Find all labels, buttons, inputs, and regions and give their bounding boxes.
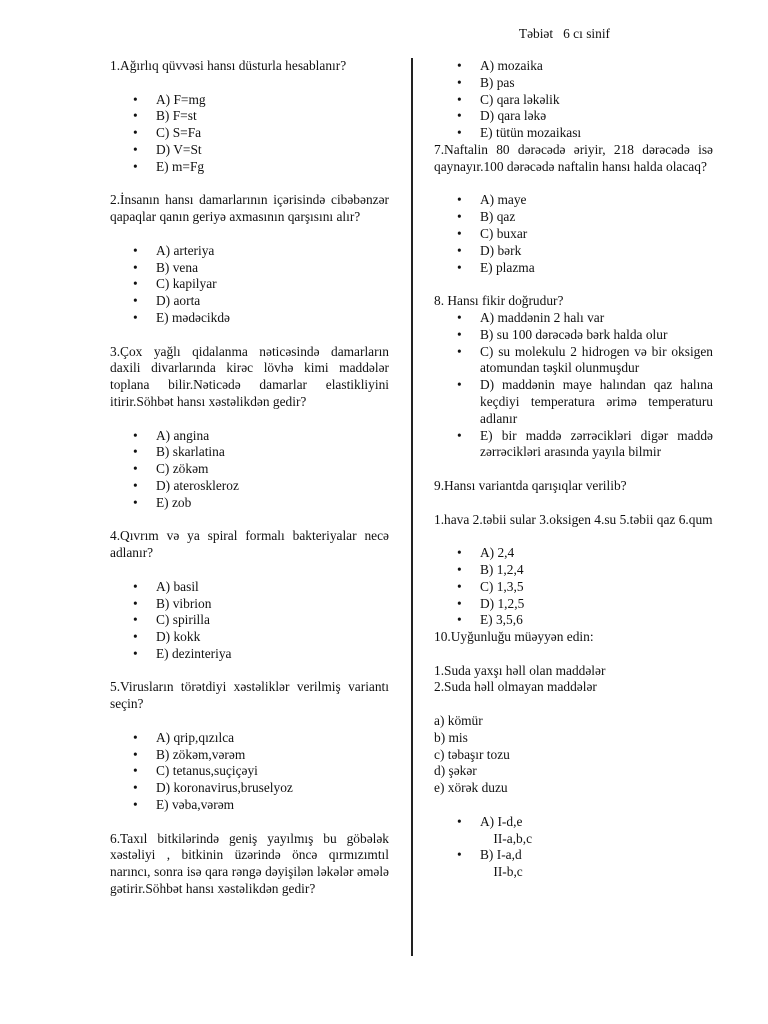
question-4: 4.Qıvrım və ya spiral formalı bakteriyalar necə adlanır? [110, 528, 389, 561]
option: • C) tetanus,suçiçəyi [110, 763, 389, 780]
option: • D) kokk [110, 629, 389, 646]
option: • B) pas [434, 75, 713, 92]
option: • C) su molekulu 2 hidrogen və bir oksigen atomundan təşkil olunmuşdur [434, 344, 713, 378]
option: • B) F=st [110, 108, 389, 125]
question-9: 9.Hansı variantda qarışıqlar verilib? [434, 477, 627, 493]
option: • D) aorta [110, 293, 389, 310]
question-3: 3.Çox yağlı qidalanma nəticəsində damarların daxili divarlarında kirəc lövhə kimi maddələr toplana bilir.Nəticədə damarlar elastikliyini itirir.Söhbət hansı xəstəlikdən gedir? [110, 343, 389, 409]
option: • E) m=Fg [110, 159, 389, 176]
substance: b) mis [434, 729, 468, 745]
option: • E) vəba,vərəm [110, 797, 389, 814]
option: • B) qaz [434, 209, 713, 226]
option: • D) maddənin maye halından qaz halına keçdiyi temperatura ərimə temperaturu adlanır [434, 377, 713, 427]
option-line: II-b,c [480, 864, 523, 880]
options-q1 [110, 92, 389, 176]
option: • D) V=St [110, 142, 389, 159]
option: • D) koronavirus,bruselyoz [110, 780, 389, 797]
option: • E) plazma [434, 260, 713, 277]
substance: c) təbaşır tozu [434, 746, 510, 762]
option: • B) vibrion [110, 596, 389, 613]
question-2: 2.İnsanın hansı damarlarının içərisində cibəbənzər qapaqlar qanın geriyə axmasının qarşısını alır? [110, 192, 389, 225]
option: • B) vena [110, 260, 389, 277]
question-7: 7.Naftalin 80 dərəcədə əriyir, 218 dərəcədə isə qaynayır.100 dərəcədə naftalin hansı halda olacaq? [434, 141, 713, 174]
question-8: 8. Hansı fikir doğrudur? [434, 293, 564, 309]
substance: d) şəkər [434, 763, 477, 779]
question-5: 5.Virusların törətdiyi xəstəliklər verilmiş variantı seçin? [110, 679, 389, 712]
option: • C) S=Fa [110, 125, 389, 142]
option: • A) qrip,qızılca [110, 730, 389, 747]
options-q5 [110, 730, 389, 814]
option: • C) qara ləkəlik [434, 92, 713, 109]
option: • D) bərk [434, 243, 713, 260]
right-column [434, 58, 713, 881]
page-title: Təbiət 6 cı sinif [518, 26, 610, 41]
option: • A) 2,4 [434, 545, 713, 562]
option: • B) su 100 dərəcədə bərk halda olur [434, 327, 713, 344]
options-q8 [434, 310, 713, 461]
option-line: • A) I-d,e [480, 813, 523, 829]
option: • E) 3,5,6 [434, 612, 713, 629]
option: • A) basil [110, 579, 389, 596]
option: • E) dezinteriya [110, 646, 389, 663]
option: • C) spirilla [110, 612, 389, 629]
options-q4 [110, 579, 389, 663]
option: • C) zökəm [110, 461, 389, 478]
option [434, 814, 713, 848]
question-6: 6.Taxıl bitkilərində geniş yayılmış bu göbələk xəstəliyi , bitkinin üzərində öncə qırmızımtıl narıncı, sonra isə qara rəngə dəyişilən ləkələr əmələ gətirir.Söhbət hansı xəstəlikdən gedir? [110, 830, 389, 897]
question-10: 10.Uyğunluğu müəyyən edin: [434, 629, 594, 645]
option: • B) skarlatina [110, 444, 389, 461]
options-q6 [434, 58, 713, 142]
options-q10 [434, 814, 713, 881]
option: • E) zob [110, 495, 389, 512]
column-divider [411, 58, 413, 956]
question-9-items: 1.hava 2.təbii sular 3.oksigen 4.su 5.təbii qaz 6.qum [434, 511, 713, 527]
option: • A) maye [434, 192, 713, 209]
option: • C) 1,3,5 [434, 579, 713, 596]
option: • C) buxar [434, 226, 713, 243]
option: • A) arteriya [110, 243, 389, 260]
option: • E) tütün mozaikası [434, 125, 713, 142]
option: • D) 1,2,5 [434, 596, 713, 613]
option: • A) angina [110, 428, 389, 445]
option: • A) maddənin 2 halı var [434, 310, 713, 327]
substance: a) kömür [434, 713, 483, 729]
option-line: • B) I-a,d [480, 847, 522, 863]
option: • B) 1,2,4 [434, 562, 713, 579]
option: • C) kapilyar [110, 276, 389, 293]
option: • D) qara ləkə [434, 108, 713, 125]
options-q3 [110, 428, 389, 512]
option [434, 847, 713, 881]
options-q2 [110, 243, 389, 327]
option: • B) zökəm,vərəm [110, 747, 389, 764]
match-group: 1.Suda yaxşı həll olan maddələr [434, 662, 606, 678]
option: • A) F=mg [110, 92, 389, 109]
question-1: 1.Ağırlıq qüvvəsi hansı düsturla hesablanır? [110, 58, 347, 73]
option: • A) mozaika [434, 58, 713, 75]
substance: e) xörək duzu [434, 780, 508, 796]
option: • E) bir maddə zərrəcikləri digər maddə zərrəcikləri arasında yayıla bilmir [434, 428, 713, 462]
options-q7 [434, 192, 713, 276]
options-q9 [434, 545, 713, 629]
option-line: II-a,b,c [480, 830, 533, 846]
left-column [110, 58, 389, 898]
match-group: 2.Suda həll olmayan maddələr [434, 679, 597, 695]
option: • D) ateroskleroz [110, 478, 389, 495]
option: • E) mədəcikdə [110, 310, 389, 327]
